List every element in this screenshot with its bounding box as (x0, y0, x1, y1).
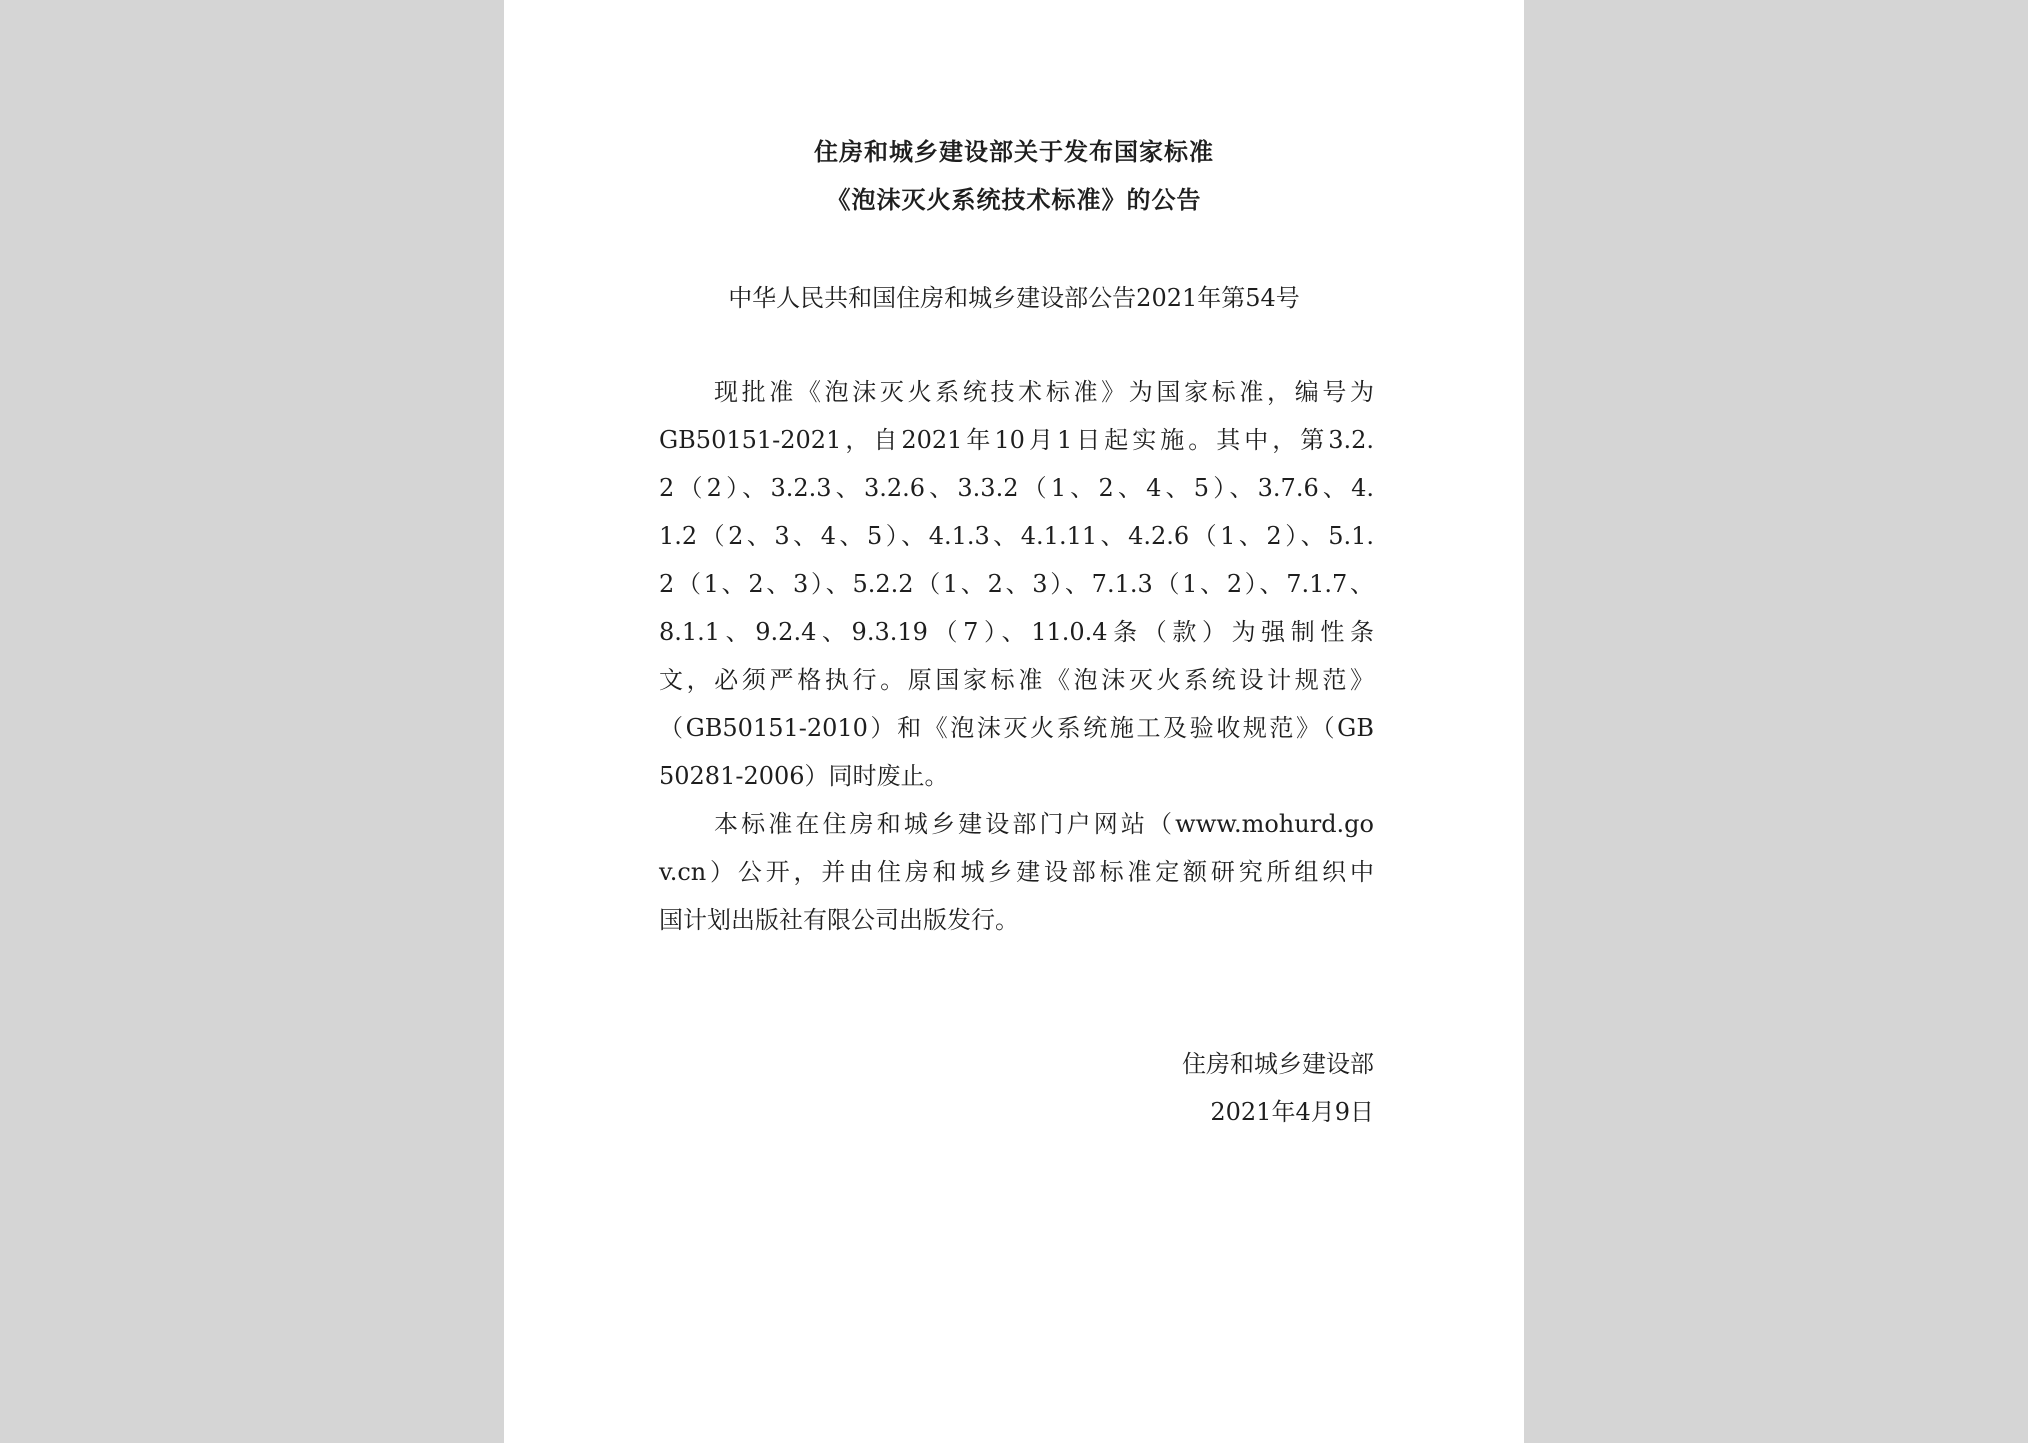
signature-organization: 住房和城乡建设部 (1182, 1050, 1374, 1078)
paragraph-2-line: 国计划出版社有限公司出版发行。 (659, 906, 1019, 934)
paragraph-1-line: 2（1、2、3）、5.2.2（1、2、3）、7.1.3（1、2）、7.1.7、 (659, 570, 1374, 598)
paragraph-1-line: 现批准《泡沫灭火系统技术标准》为国家标准，编号为 (714, 378, 1374, 406)
paragraph-1-line: （GB50151-2010）和《泡沫灭火系统施工及验收规范》（GB (659, 714, 1374, 742)
paragraph-1-line: GB50151-2021，自2021年10月1日起实施。其中，第3.2. (659, 426, 1374, 454)
announcement-number: 中华人民共和国住房和城乡建设部公告2021年第54号 (728, 284, 1300, 312)
paragraph-1-line: 文，必须严格执行。原国家标准《泡沫灭火系统设计规范》 (659, 666, 1374, 694)
paragraph-1-line: 8.1.1、9.2.4、9.3.19（7）、11.0.4条（款）为强制性条 (659, 618, 1374, 646)
paragraph-2-line: v.cn）公开，并由住房和城乡建设部标准定额研究所组织中 (659, 858, 1374, 886)
document-page (504, 0, 1524, 1443)
signature-date: 2021年4月9日 (1210, 1098, 1374, 1126)
document-title-line-1: 住房和城乡建设部关于发布国家标准 (814, 137, 1214, 166)
paragraph-1-line: 1.2（2、3、4、5）、4.1.3、4.1.11、4.2.6（1、2）、5.1. (659, 522, 1374, 550)
document-title-line-2: 《泡沫灭火系统技术标准》的公告 (826, 185, 1202, 214)
paragraph-1-line: 50281-2006）同时废止。 (659, 762, 949, 790)
paragraph-2-line: 本标准在住房和城乡建设部门户网站（www.mohurd.go (714, 810, 1374, 838)
paragraph-1-line: 2（2）、3.2.3、3.2.6、3.3.2（1、2、4、5）、3.7.6、4. (659, 474, 1374, 502)
